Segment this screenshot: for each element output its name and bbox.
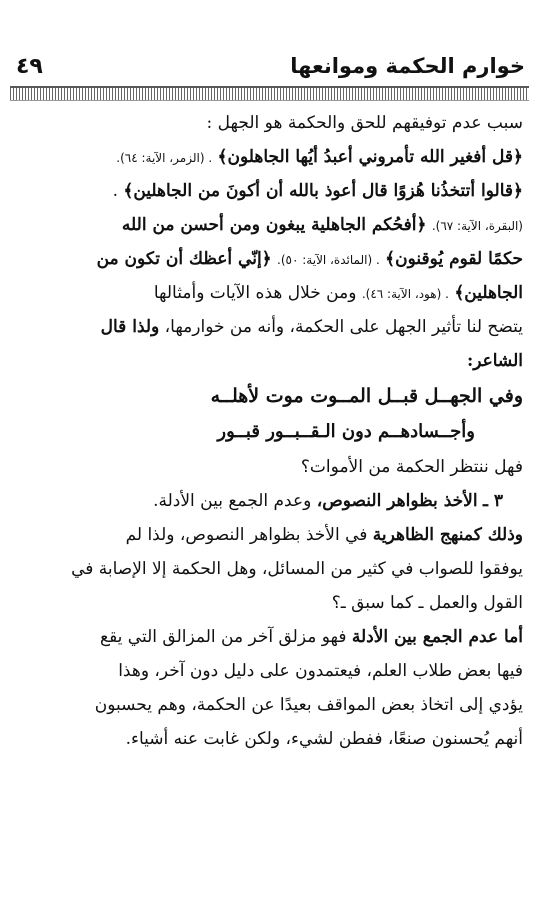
poem-line [22,378,523,414]
quran-verse: ﴿قالوا أتتخذُنا هُزوًا قال أعوذ بالله أن أكونَ من الجاهلين﴾ [123,181,523,201]
emphasis-text: وذلك كمنهج الظاهرية [372,525,523,545]
text-line [22,208,523,242]
text-line [22,242,523,276]
text-line [22,722,523,756]
text-line [22,140,523,174]
paragraph-text: يؤدي إلى اتخاذ بعض المواقف بعيدًا عن الحكمة، وهم يحسبون [94,695,523,715]
text-line [22,310,523,344]
quran-verse: حكمًا لقوم يُوقنون﴾ [385,249,523,269]
punctuation: . [112,181,118,201]
text-line [22,552,523,586]
page-header [14,52,525,82]
running-title: خوارم الحكمة وموانعها [290,54,525,78]
section-subtitle: وعدم الجمع بين الأدلة. [153,491,312,511]
emphasis-text: الشاعر: [466,351,523,371]
section-number: ٣ ـ [482,491,503,511]
poem-verse-second: وأجــسادهــم دون الـقــبــور قبــور [217,421,475,442]
paragraph-text: القول والعمل ـ كما سبق ـ؟ [331,593,523,613]
paragraph-text: سبب عدم توفيقهم للحق والحكمة هو الجهل : [206,113,523,133]
text-line [22,106,523,140]
page-number: ٤٩ [16,54,43,79]
paragraph-text: في الأخذ بظواهر النصوص، ولذا لم [125,525,368,545]
quran-verse: ﴿قل أفغير الله تأمروني أعبدُ أيُها الجاهلون﴾ [217,147,523,167]
verse-reference: (البقرة، الآية: ٦٧). [431,219,523,233]
paragraph-text: ومن خلال هذه الآيات وأمثالها [153,283,357,303]
quran-verse: ﴿أفحُكم الجاهلية يبغون ومن أحسن من الله [121,215,427,235]
paragraph-text: فهل ننتظر الحكمة من الأموات؟ [300,457,523,477]
text-line [22,620,523,654]
quran-verse: الجاهلين﴾ [454,283,523,303]
paragraph-text: أنهم يُحسنون صنعًا، ففطن لشيء، ولكن غابت عنه أشياء. [125,729,523,749]
text-line [22,276,523,310]
verse-reference: . (هود، الآية: ٤٦). [361,287,449,301]
text-line [22,586,523,620]
quran-verse: ﴿إنّي أعظك أن تكون من [96,249,272,269]
text-line [22,174,523,208]
section-title: الأخذ بظواهر النصوص، [316,491,478,511]
emphasis-text: أما عدم الجمع بين الأدلة [351,627,523,647]
text-line [22,654,523,688]
text-line [22,344,523,378]
text-line [22,688,523,722]
page-body [22,106,523,756]
paragraph-text: فيها بعض طلاب العلم، فيعتمدون على دليل دون آخر، وهذا [118,661,523,681]
verse-reference: . (الزمر، الآية: ٦٤). [116,151,213,165]
poem-line [22,414,523,450]
paragraph-text: يوفقوا للصواب في كثير من المسائل، وهل الحكمة إلا الإصابة في [71,559,523,579]
text-line [22,450,523,484]
verse-reference: . (المائدة، الآية: ٥٠). [277,253,380,267]
emphasis-text: ولذا قال [100,317,160,337]
section-heading [22,484,523,518]
poem-verse-first: وفي الجهــل قبــل المــوت موت لأهلــه [210,385,523,407]
text-line [22,518,523,552]
paragraph-text: يتضح لنا تأثير الجهل على الحكمة، وأنه من خوارمها، [164,317,523,337]
paragraph-text: فهو مزلق آخر من المزالق التي يقع [100,627,347,647]
header-divider [10,86,529,101]
